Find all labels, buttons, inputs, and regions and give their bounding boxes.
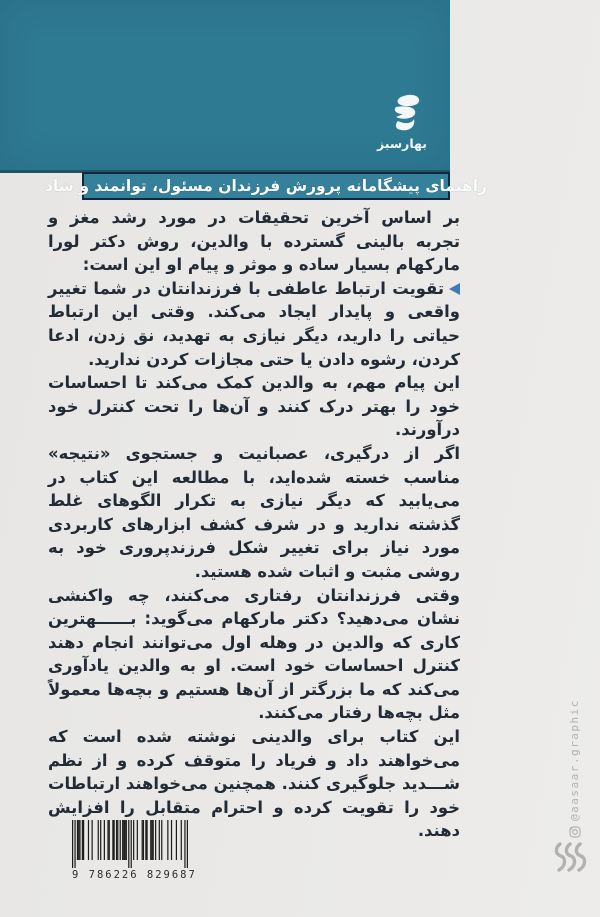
paragraph: وقتی فرزندانتان رفتاری می‌کنند، چه واکنشی نشان می‌دهید؟ دکتر مارکهام می‌گوید: بــــــهترین کاری که والدین در وهله اول می‌توانند انجام دهند کنترل احساسات خود است. او به والدین یادآوری می‌کند که ما بزرگتر از آن‌ها هستیم و بچه‌ها معمولاً مثل بچه‌ها رفتار می‌کنند. bbox=[48, 585, 460, 723]
paragraph: بر اساس آخرین تحقیقات در مورد رشد مغز و تجربه بالینی گسترده با والدین، روش دکتر لورا مارکهام بسیار ساده و موثر و پیام او این است: bbox=[48, 208, 460, 275]
tagline-strip bbox=[44, 172, 488, 200]
publisher-wordmark: بهارسبز bbox=[376, 136, 427, 151]
instagram-handle: @aasaar.graphic bbox=[568, 699, 581, 821]
body-text bbox=[48, 206, 460, 843]
paragraph-marker-icon bbox=[449, 283, 460, 295]
paragraph: اگر از درگیری، عصبانیت و جستجوی «نتیجه» مناسب خسته شده‌اید، با مطالعه این کتاب در می‌یابید که دیگر نیازی به تکرار الگوهای غلط گذشته ندارید و در شرف کشف ابزارهای کاربردی مورد نیاز برای تغییر شکل فرزندپروری خود به روشی مثبت و اثبات شده هستید. bbox=[48, 443, 460, 581]
publisher-stamp-logo bbox=[552, 841, 588, 873]
teal-header-block bbox=[0, 0, 450, 173]
designer-credit bbox=[566, 688, 583, 838]
publisher-logo bbox=[376, 94, 428, 151]
barcode-number: 9 786226 829687 bbox=[72, 869, 197, 881]
paragraph: این کتاب برای والدینی نوشته شده است که می‌خواهند داد و فریاد را متوقف کرده و از نظم شـــدید جلوگیری کنند. همچنین می‌خواهند ارتباطات خود را تقویت کرده و احترام متقابل را افزایش دهند. bbox=[48, 727, 460, 841]
publisher-logo-icon bbox=[381, 94, 423, 134]
isbn-barcode bbox=[72, 820, 197, 881]
tagline-text: راهنمای پیشگامانه پرورش فرزندان مسئول، توانمند و شاد bbox=[44, 177, 488, 195]
paragraph: تقویت ارتباط عاطفی با فرزندانتان در شما تغییر واقعی و پایدار ایجاد می‌کند. وقتی این ارتباط حیاتی را دارید، دیگر نیازی به تهدید، نق زدن، ادعا کردن، رشوه دادن یا حتی مجازات کردن ندارید. bbox=[48, 278, 460, 369]
paragraph: این پیام مهم، به والدین کمک می‌کند تا احساسات خود را بهتر درک کنند و آن‌ها را تحت کنترل خود درآورند. bbox=[48, 373, 460, 440]
instagram-icon bbox=[569, 826, 581, 838]
barcode-bars bbox=[72, 820, 188, 868]
